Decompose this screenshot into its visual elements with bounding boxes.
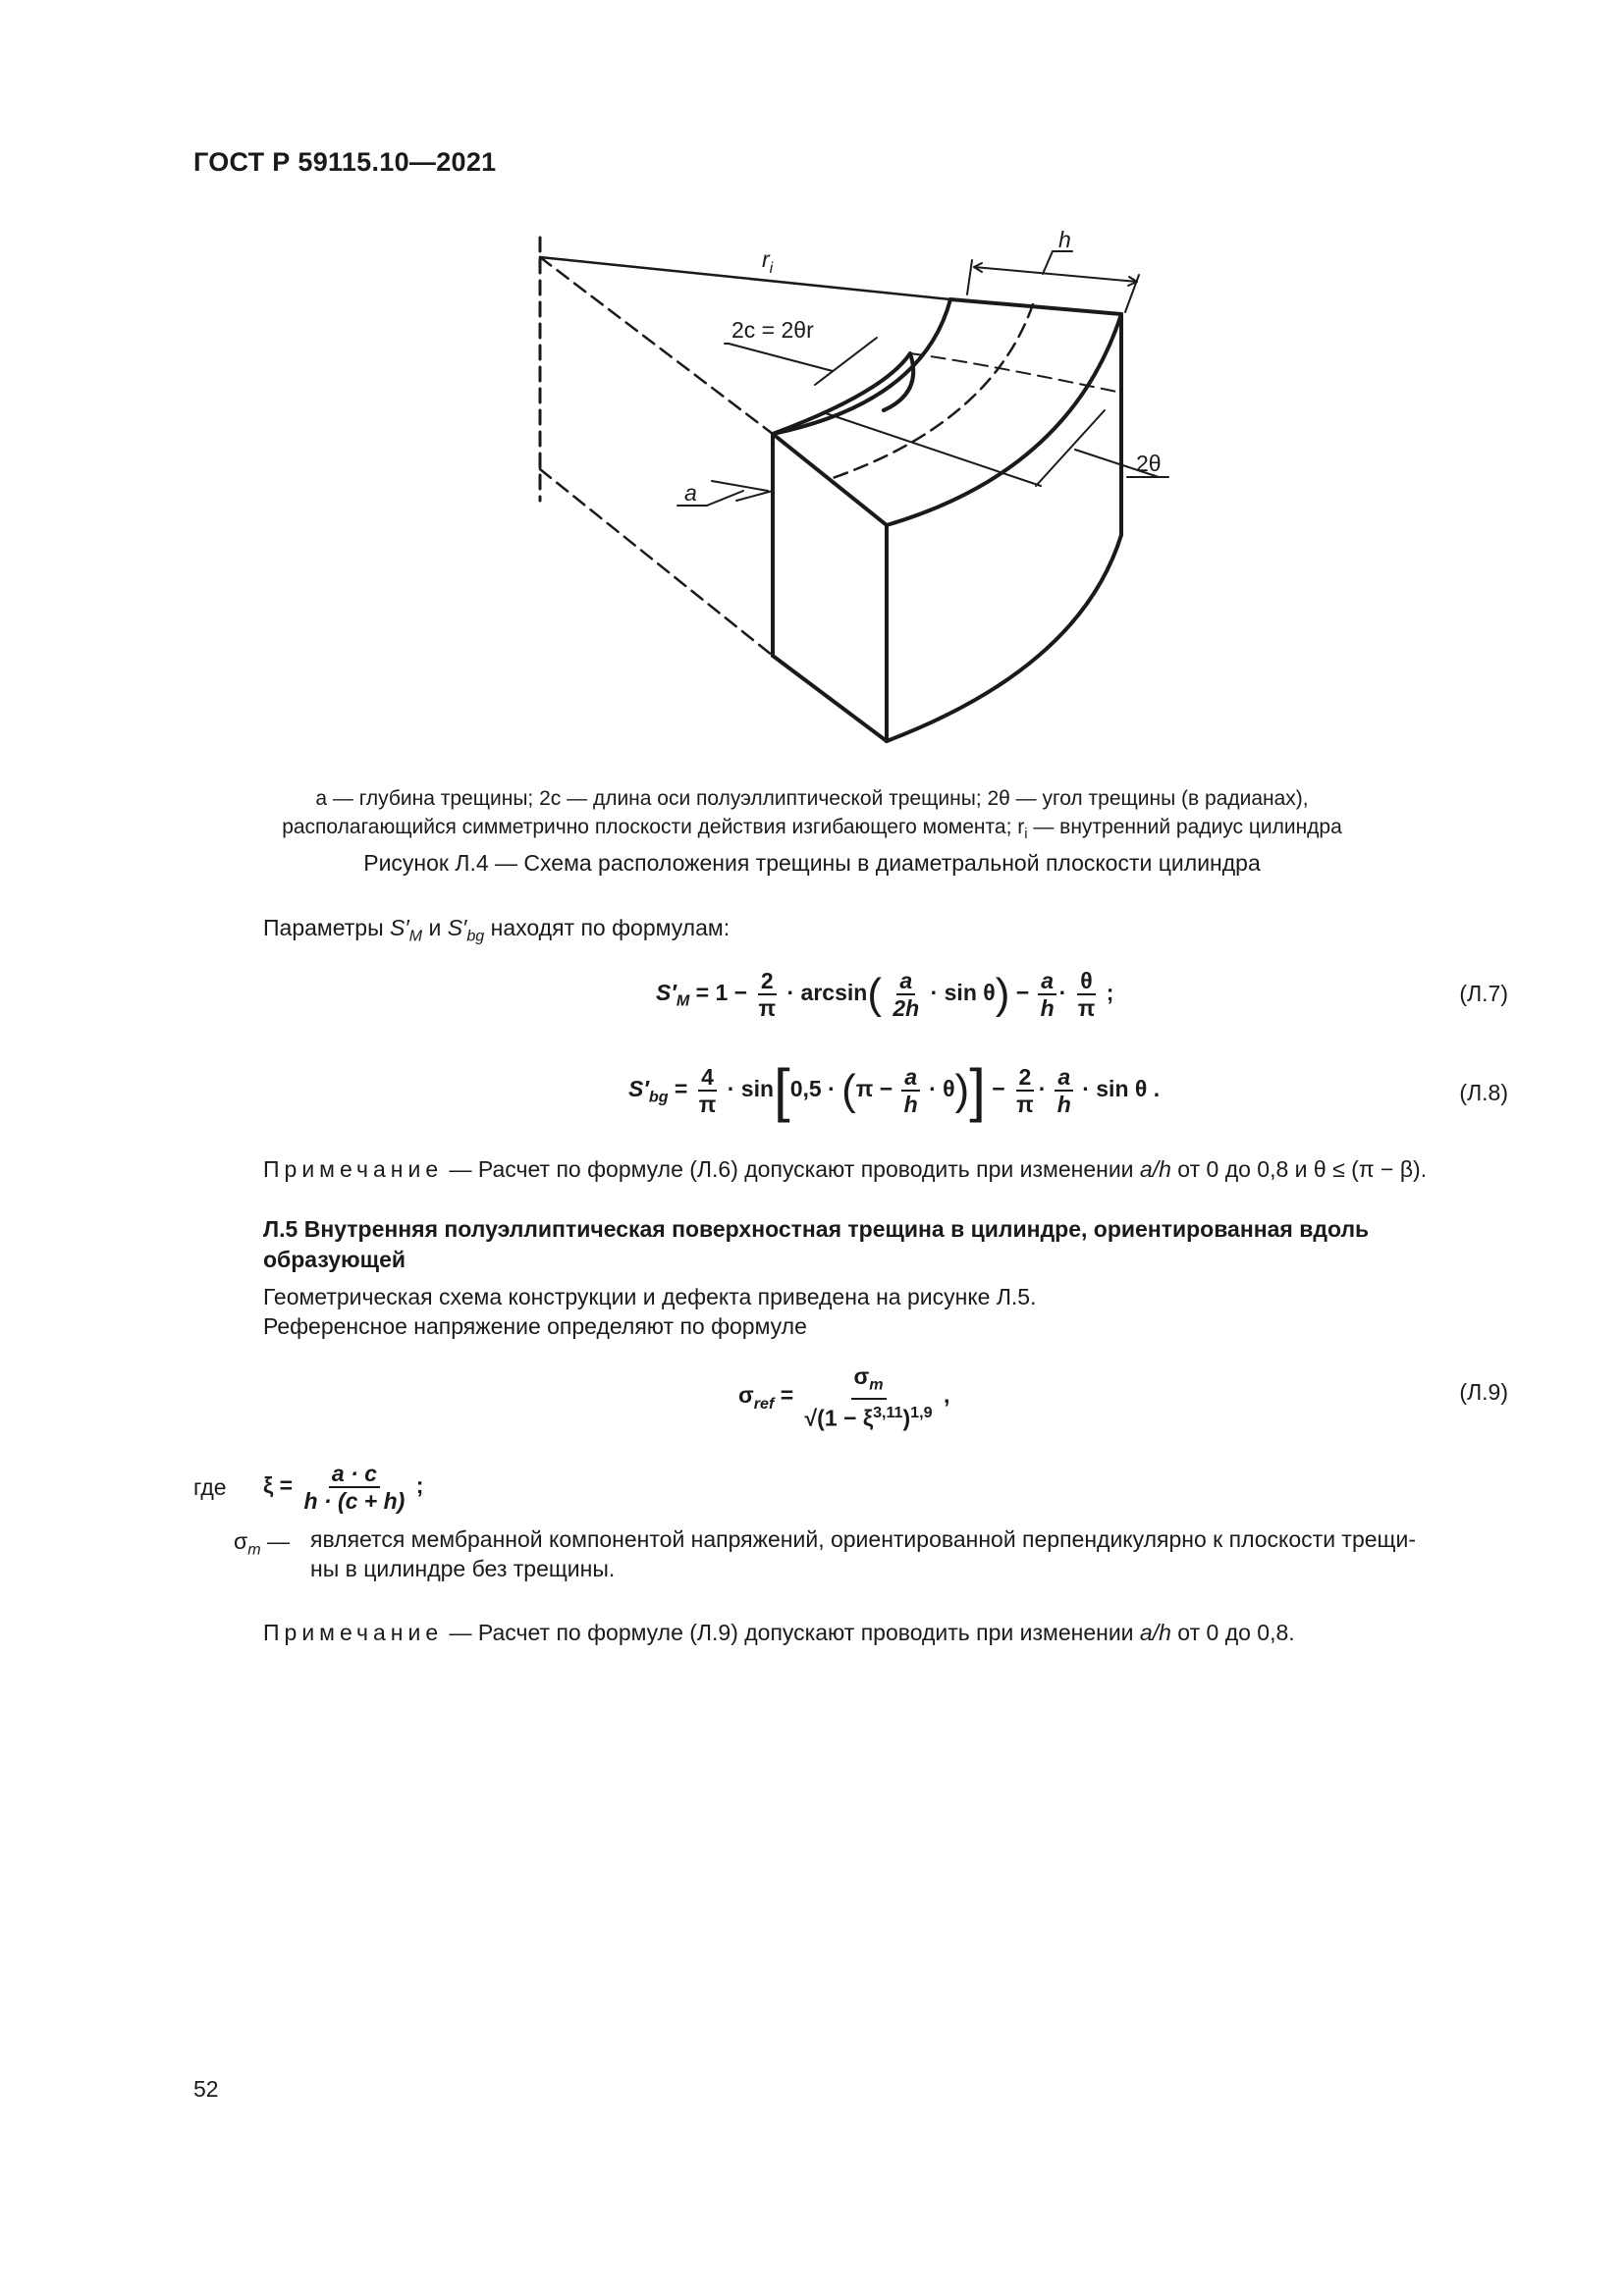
crack-geometry-figure [511,226,1198,775]
page-number: 52 [193,2076,219,2102]
document-header: ГОСТ Р 59115.10—2021 [193,147,497,177]
label-ri: $r_i$ [762,246,774,277]
section-line1: Геометрическая схема конструкции и дефекта приведена на рисунке Л.5. [263,1284,1037,1309]
equation-number-l7: (Л.7) [1459,981,1508,1006]
figure-caption: Рисунок Л.4 — Схема расположения трещины в диаметральной плоскости цилиндра [363,850,1261,876]
label-a: a [684,480,697,506]
section-title-l5: Л.5 Внутренняя полуэллиптическая поверхностная трещина в цилиндре, ориентированная вдоль образующей [263,1216,1370,1272]
equation-l8: $S'_{bg}$ = $\frac{4}{\pi}$ · sin[0,5 · (π − $\frac{a}{h}$ · θ)] − $\frac{2}{\pi}$ · $\frac{a}{h}$ · sin θ . [628,1057,1161,1123]
equation-l9: $\sigma_{ref}$ = $\frac{\sigma_m}{√(1 - \xi^{3,11})^{1,9}}$ , [738,1363,950,1431]
figure-legend-line2: располагающийся симметрично плоскости действия изгибающего момента; $r_i$ — внутренний радиус цилиндра [282,816,1342,843]
label-2c: 2c = 2θr [731,317,814,343]
equation-number-l8: (Л.8) [1459,1080,1508,1105]
equation-number-l9: (Л.9) [1459,1379,1508,1405]
sigma-m-text1: является мембранной компонентой напряжений, ориентированной перпендикулярно к плоскости трещи- [310,1526,1416,1552]
note-1: Примечание — Расчет по формуле (Л.6) допускают проводить при изменении a/h от 0 до 0,8 и θ ≤ (π − β). [263,1156,1428,1182]
where-label: где [193,1474,227,1500]
params-intro: Параметры $S'_M$ и $S'_{bg}$ находят по формулам: [263,915,731,945]
figure-legend-line1: a — глубина трещины; 2c — длина оси полуэллиптической трещины; 2θ — угол трещины (в радианах), [315,787,1309,810]
section-line2: Референсное напряжение определяют по формуле [263,1313,807,1339]
xi-definition: ξ = $\frac{a \cdot c}{h \cdot (c + h)}$ ; [263,1461,424,1514]
sigma-m-symbol: $\sigma_m$ — [234,1528,290,1559]
equation-l7: $S'_M = 1$ − $\frac{2}{\pi}$ · arcsin( $\frac{a}{2h}$ · sin θ) − $\frac{a}{h}$ · $\frac{\theta}{\pi}$ ; [656,968,1114,1021]
label-h: h [1058,227,1071,252]
label-2theta: 2θ [1136,451,1162,476]
note-2: Примечание — Расчет по формуле (Л.9) допускают проводить при изменении a/h от 0 до 0,8. [263,1620,1295,1645]
sigma-m-text2: ны в цилиндре без трещины. [310,1556,616,1581]
